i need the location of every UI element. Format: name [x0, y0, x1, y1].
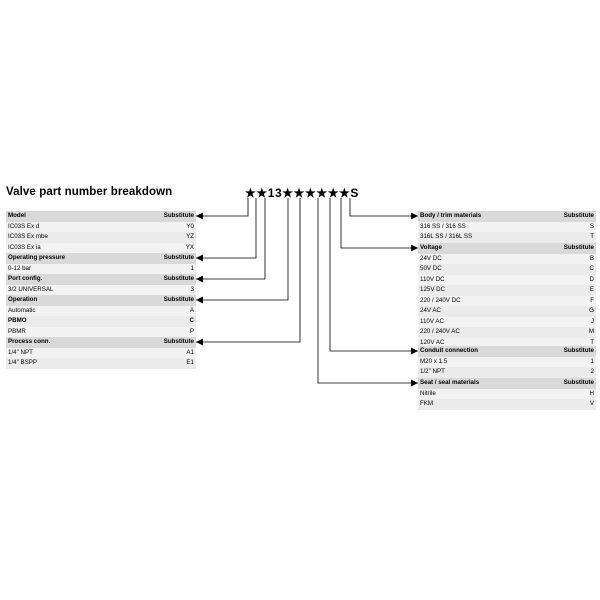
table-row — [6, 316, 196, 327]
table-row — [6, 327, 196, 338]
row-label: IC03S Ex ia — [6, 243, 113, 254]
row-value: M — [519, 327, 596, 338]
header-label: Model — [6, 211, 113, 222]
row-value: Y0 — [113, 222, 196, 233]
table-row — [418, 399, 596, 410]
row-label: 110V AC — [418, 317, 519, 328]
row-label: IC03S Ex mbe — [6, 232, 113, 243]
row-value: S — [536, 222, 596, 233]
row-label: IC03S Ex d — [6, 222, 113, 233]
row-value: E1 — [116, 358, 196, 369]
row-label: 316 SS / 316 SS — [418, 222, 536, 233]
table-row — [6, 348, 196, 359]
page-title: Valve part number breakdown — [6, 186, 173, 198]
table-row — [418, 327, 596, 338]
table-row — [418, 232, 596, 243]
table-operation — [6, 295, 196, 337]
table-header-row — [418, 378, 596, 389]
table-conduit-connection — [418, 346, 596, 378]
row-value: P — [99, 327, 196, 338]
row-label: PBMR — [6, 327, 99, 338]
row-label: 120V AC — [418, 338, 519, 349]
row-value: F — [519, 296, 596, 307]
table-row — [418, 275, 596, 286]
row-label: M20 x 1.5 — [418, 357, 534, 368]
row-value: C — [99, 316, 196, 327]
table-row — [418, 254, 596, 265]
row-value: V — [535, 399, 596, 410]
header-label: Voltage — [418, 243, 519, 254]
row-label: Nitrile — [418, 389, 535, 400]
table-row — [418, 306, 596, 317]
row-value: T — [536, 232, 596, 243]
table-header-row — [418, 346, 596, 357]
table-row — [6, 306, 196, 317]
row-label: 1/2" NPT — [418, 367, 534, 378]
part-number-code: ★★13★★★★★★S — [245, 186, 360, 200]
table-row — [6, 232, 196, 243]
header-label: Port config. — [6, 274, 119, 285]
row-value: YX — [113, 243, 196, 254]
table-voltage — [418, 243, 596, 348]
row-value: G — [519, 306, 596, 317]
table-header-row — [6, 253, 196, 264]
header-label: Operating pressure — [6, 253, 129, 264]
table-row — [418, 264, 596, 275]
table-row — [418, 317, 596, 328]
row-value: D — [519, 275, 596, 286]
row-value: YZ — [113, 232, 196, 243]
table-row — [418, 367, 596, 378]
table-row — [6, 264, 196, 275]
row-label: PBMO — [6, 316, 99, 327]
header-label: Seat / seal materials — [418, 378, 535, 389]
table-header-row — [6, 274, 196, 285]
table-header-row — [6, 295, 196, 306]
row-value: A — [99, 306, 196, 317]
table-row — [418, 296, 596, 307]
header-label: Process conn. — [6, 337, 116, 348]
row-value: 2 — [534, 367, 596, 378]
table-seat-seal-materials — [418, 378, 596, 410]
row-label: 220 / 240V DC — [418, 296, 519, 307]
row-value: 3 — [119, 285, 196, 296]
table-header-row — [418, 243, 596, 254]
header-value: Substitute — [519, 243, 596, 254]
row-label: 1/4" BSPP — [6, 358, 116, 369]
row-label: 50V DC — [418, 264, 519, 275]
table-port-config — [6, 274, 196, 295]
row-value: 1 — [129, 264, 196, 275]
table-body-trim-materials — [418, 211, 596, 243]
header-value: Substitute — [119, 274, 196, 285]
header-value: Substitute — [129, 253, 196, 264]
row-value: 1 — [534, 357, 596, 368]
table-header-row — [6, 211, 196, 222]
header-value: Substitute — [116, 337, 196, 348]
table-row — [6, 358, 196, 369]
row-label: 316L SS / 316L SS — [418, 232, 536, 243]
header-label: Body / trim materials — [418, 211, 536, 222]
table-header-row — [6, 337, 196, 348]
table-row — [418, 357, 596, 368]
header-label: Conduit connection — [418, 346, 534, 357]
row-value: E — [519, 285, 596, 296]
row-value: B — [519, 254, 596, 265]
row-label: FKM — [418, 399, 535, 410]
row-value: J — [519, 317, 596, 328]
row-value: H — [535, 389, 596, 400]
table-row — [6, 243, 196, 254]
row-value: C — [519, 264, 596, 275]
row-value: T — [519, 338, 596, 349]
table-model — [6, 211, 196, 253]
header-value: Substitute — [536, 211, 596, 222]
table-row — [418, 389, 596, 400]
row-label: 3/2 UNIVERSAL — [6, 285, 119, 296]
header-value: Substitute — [99, 295, 196, 306]
table-row — [6, 222, 196, 233]
table-row — [6, 285, 196, 296]
table-header-row — [418, 211, 596, 222]
row-label: 0-12 bar — [6, 264, 129, 275]
row-value: A1 — [116, 348, 196, 359]
table-row — [418, 285, 596, 296]
row-label: Automatic — [6, 306, 99, 317]
header-label: Operation — [6, 295, 99, 306]
row-label: 1/4" NPT — [6, 348, 116, 359]
row-label: 24V AC — [418, 306, 519, 317]
row-label: 110V DC — [418, 275, 519, 286]
row-label: 220 / 240V AC — [418, 327, 519, 338]
table-process-conn — [6, 337, 196, 369]
table-row — [418, 222, 596, 233]
header-value: Substitute — [535, 378, 596, 389]
row-label: 125V DC — [418, 285, 519, 296]
row-label: 24V DC — [418, 254, 519, 265]
table-operating-pressure — [6, 253, 196, 274]
header-value: Substitute — [534, 346, 596, 357]
header-value: Substitute — [113, 211, 196, 222]
